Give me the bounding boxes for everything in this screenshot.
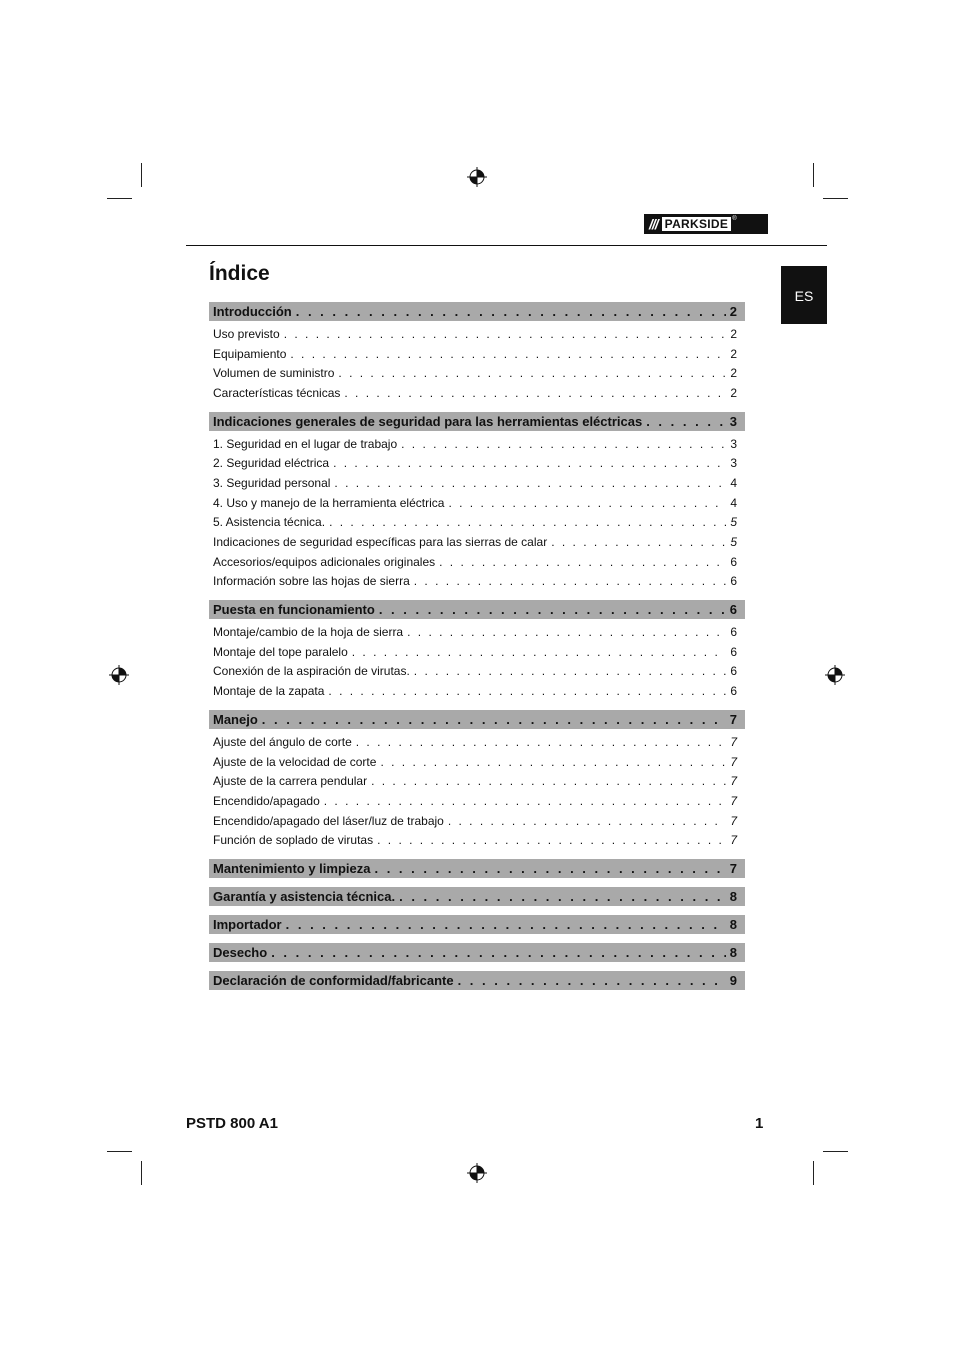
- toc-page-number: 6: [729, 602, 737, 618]
- toc-page-number: 5: [730, 535, 737, 550]
- toc-entry[interactable]: [209, 434, 745, 454]
- toc-entry[interactable]: [209, 811, 745, 831]
- toc-entry-label: Ajuste de la velocidad de corte: [213, 754, 377, 769]
- toc-section: [209, 412, 745, 592]
- toc-entry-label: Características técnicas: [213, 385, 341, 400]
- toc-entry[interactable]: [209, 681, 745, 701]
- leader-dots: [377, 833, 726, 847]
- toc-section-title: Indicaciones generales de seguridad para las herramientas eléctricas: [213, 413, 643, 429]
- toc-page-number: 3: [730, 436, 737, 451]
- leader-dots: [458, 973, 726, 988]
- toc-entry[interactable]: [209, 752, 745, 772]
- brand-name: PARKSIDE: [662, 217, 732, 231]
- toc-entry[interactable]: [209, 513, 745, 533]
- leader-dots: [448, 814, 726, 828]
- leader-dots: [334, 476, 726, 490]
- toc-entry-label: Ajuste del ángulo de corte: [213, 734, 352, 749]
- toc-entry-list: [209, 619, 745, 701]
- toc-section-heading[interactable]: [209, 859, 745, 878]
- toc-section-title: Desecho: [213, 945, 268, 961]
- toc-entry[interactable]: [209, 552, 745, 572]
- leader-dots: [344, 386, 726, 400]
- toc-page-number: 2: [729, 304, 737, 319]
- toc-entry-label: Volumen de suministro: [213, 366, 335, 381]
- crop-mark: [813, 163, 814, 187]
- registration-mark-icon: [467, 167, 487, 187]
- toc-entry[interactable]: [209, 532, 745, 552]
- leader-dots: [439, 555, 726, 569]
- leader-dots: [407, 625, 726, 639]
- language-code: ES: [794, 288, 814, 304]
- toc-section-heading[interactable]: [209, 887, 745, 906]
- toc-entry-label: 2. Seguridad eléctrica: [213, 456, 330, 471]
- toc-page-number: 2: [730, 366, 737, 381]
- toc-entry-label: Equipamiento: [213, 346, 287, 361]
- toc-page-number: 6: [730, 644, 737, 659]
- table-of-contents: [209, 302, 745, 999]
- toc-entry-list: [209, 321, 745, 403]
- toc-page-number: 3: [730, 456, 737, 471]
- toc-section-title: Garantía y asistencia técnica.: [213, 889, 396, 905]
- toc-page-number: 2: [730, 326, 737, 341]
- brand-slashes: ///: [649, 216, 658, 232]
- toc-page-number: 6: [730, 554, 737, 569]
- toc-section: [209, 971, 745, 990]
- toc-entry-label: 4. Uso y manejo de la herramienta eléctrica: [213, 495, 445, 510]
- toc-page-number: 6: [730, 625, 737, 640]
- leader-dots: [414, 664, 727, 678]
- toc-section-title: Puesta en funcionamiento: [213, 602, 375, 618]
- toc-page-number: 8: [729, 917, 737, 933]
- toc-entry-label: Conexión de la aspiración de virutas.: [213, 664, 410, 679]
- toc-page-number: 7: [729, 712, 737, 727]
- toc-page-number: 4: [730, 495, 737, 510]
- toc-entry-label: Información sobre las hojas de sierra: [213, 574, 410, 589]
- brand-logo: [644, 214, 768, 234]
- crop-mark: [107, 1151, 132, 1152]
- toc-entry[interactable]: [209, 830, 745, 850]
- toc-entry[interactable]: [209, 662, 745, 682]
- crop-mark: [813, 1161, 814, 1185]
- toc-section: [209, 710, 745, 850]
- toc-entry-list: [209, 431, 745, 592]
- registration-mark-icon: [825, 665, 845, 685]
- toc-section-heading[interactable]: [209, 302, 745, 321]
- crop-mark: [141, 1161, 142, 1185]
- leader-dots: [262, 712, 726, 727]
- leader-dots: [333, 456, 726, 470]
- toc-section: [209, 887, 745, 906]
- toc-page-number: 6: [730, 574, 737, 589]
- toc-entry[interactable]: [209, 324, 745, 344]
- leader-dots: [328, 684, 726, 698]
- leader-dots: [551, 535, 726, 549]
- toc-entry-label: Montaje de la zapata: [213, 684, 325, 699]
- toc-section: [209, 943, 745, 962]
- toc-page-number: 3: [729, 413, 737, 429]
- leader-dots: [379, 602, 726, 617]
- toc-page-number: 7: [730, 793, 737, 808]
- leader-dots: [448, 496, 726, 510]
- toc-entry[interactable]: [209, 732, 745, 752]
- language-tab: [781, 266, 827, 324]
- toc-entry-label: Encendido/apagado del láser/luz de trabajo: [213, 813, 444, 828]
- toc-entry[interactable]: [209, 473, 745, 493]
- leader-dots: [371, 774, 726, 788]
- leader-dots: [290, 347, 726, 361]
- toc-entry[interactable]: [209, 642, 745, 662]
- footer-model: PSTD 800 A1: [186, 1115, 278, 1132]
- crop-mark: [141, 163, 142, 187]
- toc-entry[interactable]: [209, 344, 745, 364]
- toc-entry-label: Encendido/apagado: [213, 793, 320, 808]
- toc-entry-label: 3. Seguridad personal: [213, 475, 331, 490]
- toc-page-number: 4: [730, 475, 737, 490]
- toc-section: [209, 859, 745, 878]
- leader-dots: [338, 366, 726, 380]
- toc-page-number: 9: [729, 973, 737, 989]
- toc-entry[interactable]: [209, 383, 745, 403]
- toc-page-number: 5: [730, 515, 737, 530]
- leader-dots: [286, 917, 726, 932]
- leader-dots: [646, 414, 726, 429]
- toc-section-title: Manejo: [213, 712, 258, 727]
- toc-entry-label: 5. Asistencia técnica.: [213, 515, 326, 530]
- toc-section-title: Declaración de conformidad/fabricante: [213, 973, 454, 989]
- toc-entry[interactable]: [209, 453, 745, 473]
- toc-entry-label: Ajuste de la carrera pendular: [213, 774, 368, 789]
- leader-dots: [271, 945, 726, 960]
- leader-dots: [329, 515, 726, 529]
- leader-dots: [352, 645, 727, 659]
- registration-mark-icon: [109, 665, 129, 685]
- toc-page-number: 6: [730, 684, 737, 699]
- toc-page-number: 7: [729, 861, 737, 877]
- toc-entry[interactable]: [209, 572, 745, 592]
- crop-mark: [823, 1151, 848, 1152]
- toc-page-number: 7: [730, 734, 737, 749]
- toc-entry[interactable]: [209, 622, 745, 642]
- toc-page-number: 8: [729, 889, 737, 905]
- toc-page-number: 7: [730, 754, 737, 769]
- leader-dots: [399, 889, 726, 904]
- toc-entry-label: Indicaciones de seguridad específicas para las sierras de calar: [213, 535, 548, 550]
- toc-page-number: 7: [730, 813, 737, 828]
- leader-dots: [380, 755, 726, 769]
- toc-entry-list: [209, 729, 745, 850]
- toc-entry[interactable]: [209, 493, 745, 513]
- toc-section: [209, 302, 745, 403]
- leader-dots: [324, 794, 727, 808]
- toc-page-number: 2: [730, 346, 737, 361]
- toc-section: [209, 600, 745, 701]
- leader-dots: [296, 304, 726, 319]
- toc-entry[interactable]: [209, 363, 745, 383]
- toc-section-heading[interactable]: [209, 412, 745, 431]
- toc-section-title: Mantenimiento y limpieza: [213, 861, 371, 877]
- brand-registered-mark: ®: [732, 216, 737, 222]
- toc-page-number: 6: [730, 664, 737, 679]
- leader-dots: [414, 574, 727, 588]
- toc-entry-label: Montaje/cambio de la hoja de sierra: [213, 625, 404, 640]
- toc-page-number: 7: [730, 833, 737, 848]
- toc-section-heading[interactable]: [209, 710, 745, 729]
- crop-mark: [107, 198, 132, 199]
- toc-entry-label: Uso previsto: [213, 326, 280, 341]
- toc-section-heading[interactable]: [209, 600, 745, 619]
- leader-dots: [374, 861, 725, 876]
- toc-entry-label: Accesorios/equipos adicionales originales: [213, 554, 436, 569]
- registration-mark-icon: [467, 1163, 487, 1183]
- toc-entry[interactable]: [209, 791, 745, 811]
- page-title: Índice: [209, 262, 270, 285]
- footer-page-number: 1: [755, 1115, 764, 1132]
- toc-entry-label: 1. Seguridad en el lugar de trabajo: [213, 436, 398, 451]
- toc-page-number: 2: [730, 385, 737, 400]
- leader-dots: [401, 437, 726, 451]
- toc-entry-label: Montaje del tope paralelo: [213, 644, 348, 659]
- toc-section: [209, 915, 745, 934]
- toc-section-title: Importador: [213, 917, 282, 933]
- toc-section-heading[interactable]: [209, 915, 745, 934]
- toc-entry-label: Función de soplado de virutas: [213, 833, 374, 848]
- leader-dots: [356, 735, 727, 749]
- toc-section-heading[interactable]: [209, 971, 745, 990]
- toc-page-number: 8: [729, 945, 737, 961]
- crop-mark: [823, 198, 848, 199]
- leader-dots: [284, 327, 727, 341]
- header-rule: [186, 245, 827, 246]
- toc-entry[interactable]: [209, 771, 745, 791]
- toc-section-title: Introducción: [213, 304, 292, 319]
- toc-section-heading[interactable]: [209, 943, 745, 962]
- toc-page-number: 7: [730, 774, 737, 789]
